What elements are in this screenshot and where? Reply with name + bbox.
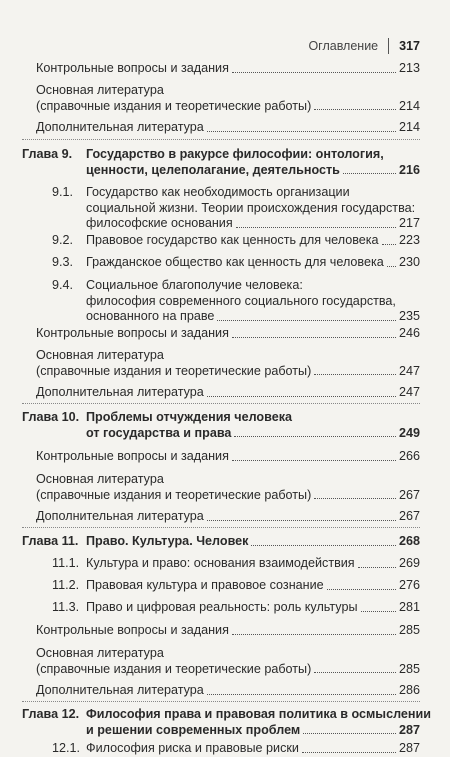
toc-entry-questions[interactable]: Контрольные вопросы и задания 266	[36, 449, 420, 463]
toc-entry-main-literature[interactable]: Основная литература (справочные издания и теоретические работы) 214	[36, 83, 420, 113]
toc-entry-questions[interactable]: Контрольные вопросы и задания 246	[36, 326, 420, 340]
divider	[22, 527, 420, 528]
toc-section-11-2[interactable]: 11.2. Правовая культура и правовое сознание 276	[52, 578, 420, 592]
section-number: 11.2.	[52, 578, 80, 592]
running-head-divider	[388, 38, 389, 54]
page-number: 317	[399, 39, 420, 53]
toc-entry-additional-literature[interactable]: Дополнительная литература 286	[36, 683, 420, 697]
toc-entry-main-literature[interactable]: Основная литература (справочные издания и теоретические работы) 285	[36, 646, 420, 676]
section-number: 9.2.	[52, 233, 74, 247]
toc-chapter-12[interactable]: Глава 12. Философия права и правовая политика в осмыслении и решении современных проблем 287	[22, 707, 431, 737]
section-number: 9.1.	[52, 185, 74, 199]
toc-entry-additional-literature[interactable]: Дополнительная литература 247	[36, 385, 420, 399]
toc-chapter-11[interactable]: Глава 11. Право. Культура. Человек 268	[22, 534, 420, 548]
running-head-section: Оглавление	[308, 39, 379, 53]
toc-chapter-9[interactable]: Глава 9. Государство в ракурсе философии: онтология, ценности, целеполагание, деятельность 216	[22, 147, 420, 177]
toc-chapter-10[interactable]: Глава 10. Проблемы отчуждения человека от государства и права 249	[22, 410, 420, 440]
toc-entry-additional-literature[interactable]: Дополнительная литература 214	[36, 120, 420, 134]
section-number: 11.3.	[52, 600, 80, 614]
toc-section-9-3[interactable]: 9.3. Гражданское общество как ценность для человека 230	[52, 255, 420, 269]
divider	[22, 701, 420, 702]
toc-entry-questions[interactable]: Контрольные вопросы и задания 213	[36, 61, 420, 75]
toc-entry-questions[interactable]: Контрольные вопросы и задания 285	[36, 623, 420, 637]
chapter-label: Глава 10.	[22, 410, 80, 424]
running-head	[308, 38, 420, 54]
divider	[22, 139, 420, 140]
toc-entry-main-literature[interactable]: Основная литература (справочные издания и теоретические работы) 267	[36, 472, 420, 502]
toc-section-9-2[interactable]: 9.2. Правовое государство как ценность для человека 223	[52, 233, 420, 247]
section-number: 9.4.	[52, 278, 74, 292]
chapter-label: Глава 9.	[22, 147, 73, 161]
chapter-label: Глава 12.	[22, 707, 80, 721]
toc-section-9-1[interactable]: 9.1. Государство как необходимость организации социальной жизни. Теории происхождения государства: философские основания 217	[52, 185, 420, 230]
chapter-label: Глава 11.	[22, 534, 79, 548]
divider	[22, 403, 420, 404]
toc-section-11-3[interactable]: 11.3. Право и цифровая реальность: роль культуры 281	[52, 600, 420, 614]
toc-section-11-1[interactable]: 11.1. Культура и право: основания взаимодействия 269	[52, 556, 420, 570]
toc-section-9-4[interactable]: 9.4. Социальное благополучие человека: философия современного социального государства, основанного на праве 235	[52, 278, 420, 323]
section-number: 9.3.	[52, 255, 74, 269]
toc-entry-main-literature[interactable]: Основная литература (справочные издания и теоретические работы) 247	[36, 348, 420, 378]
toc-section-12-1[interactable]: 12.1. Философия риска и правовые риски 287	[52, 741, 420, 755]
section-number: 11.1.	[52, 556, 80, 570]
toc-entry-additional-literature[interactable]: Дополнительная литература 267	[36, 509, 420, 523]
section-number: 12.1.	[52, 741, 81, 755]
